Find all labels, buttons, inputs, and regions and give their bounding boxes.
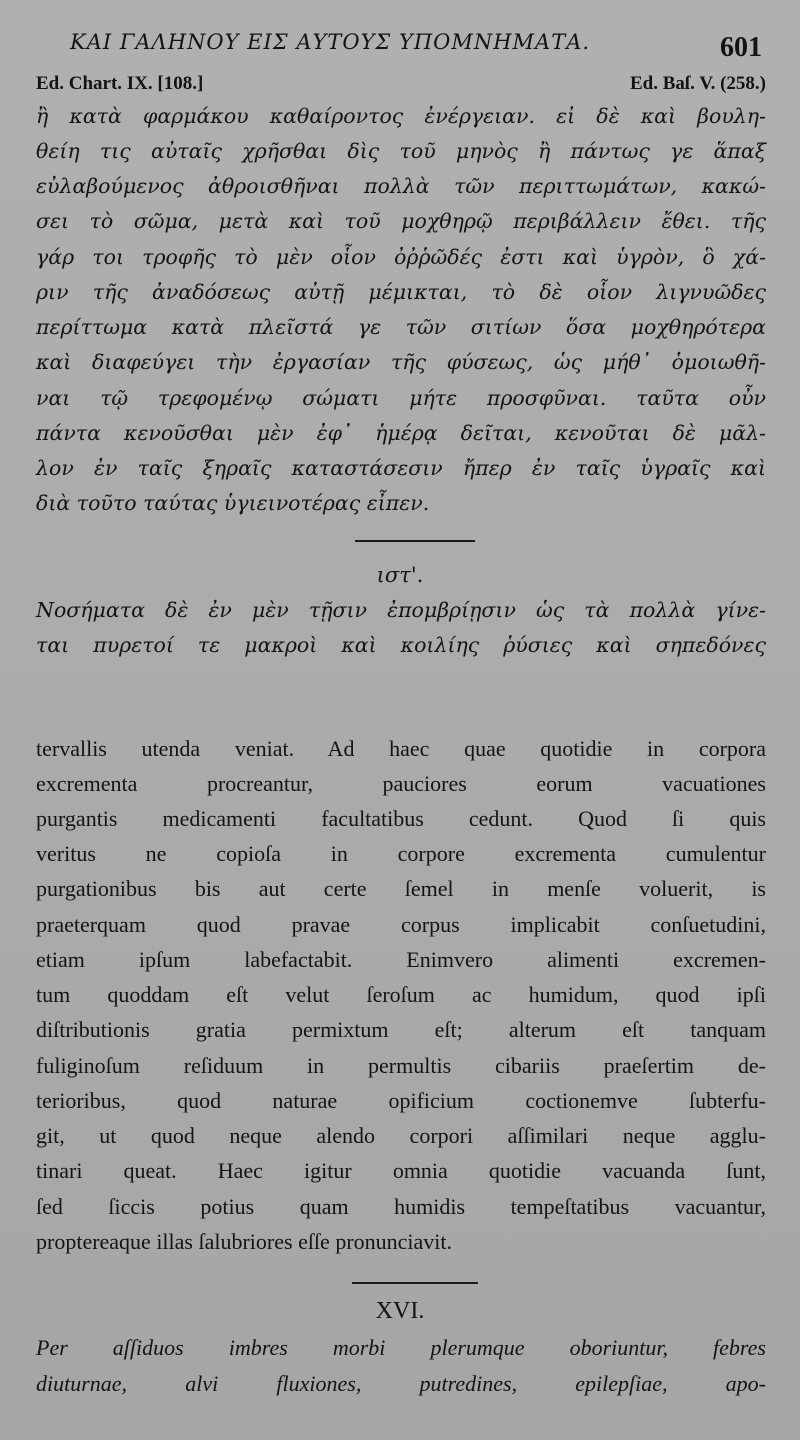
latin-line: tervallis utenda veniat. Ad haec quae quotidie in corpora <box>36 736 766 761</box>
greek-line: περίττωμα κατὰ πλεῖστά γε τῶν σιτίων ὅσα μοχθηρότερα <box>36 315 766 339</box>
greek-line: ναι τῷ τρεφομένῳ σώματι μήτε προσφῦναι. ταῦτα οὖν <box>36 386 766 410</box>
latin-aphorism-line: Per aſſiduos imbres morbi plerumque oboriuntur, febres <box>36 1335 766 1360</box>
greek-line: γάρ τοι τροφῆς τὸ μὲν οἷον ὀῤῥῶδές ἐστι καὶ ὑγρὸν, ὃ χά- <box>36 245 766 269</box>
latin-line: veritus ne copioſa in corpore excrementa cumulentur <box>36 841 766 866</box>
latin-line: fuliginoſum reſiduum in permultis cibariis praeſertim de- <box>36 1053 766 1078</box>
latin-line: proptereaque illas ſalubriores eſſe pronunciavit. <box>36 1229 453 1254</box>
latin-aphorism-line: diuturnae, alvi fluxiones, putredines, epilepſiae, apo- <box>36 1371 766 1396</box>
greek-line: θείη τις αὐταῖς χρῆσθαι δὶς τοῦ μηνὸς ἢ πάντως γε ἅπαξ <box>36 139 766 163</box>
greek-line: καὶ διαφεύγει τὴν ἐργασίαν τῆς φύσεως, ὡς μήθ᾽ ὁμοιωθῆ- <box>36 350 766 374</box>
section-divider <box>355 540 475 542</box>
latin-line: ſed ſiccis potius quam humidis tempeſtatibus vacuantur, <box>36 1194 766 1219</box>
greek-line: ἢ κατὰ φαρμάκου καθαίροντος ἐνέργειαν. εἰ δὲ καὶ βουλη- <box>36 104 766 128</box>
latin-section-number: XVI. <box>375 1298 425 1324</box>
edition-reference-right: Ed. Baſ. V. (258.) <box>629 73 766 94</box>
greek-aphorism-line: Νοσήματα δὲ ἐν μὲν τῇσιν ἐπομβρίῃσιν ὡς τὰ πολλὰ γίνε- <box>36 598 766 622</box>
greek-line: ριν τῆς ἀναδόσεως αὐτῇ μέμικται, τὸ δὲ οἷον λιγνυῶδες <box>36 280 766 304</box>
latin-line: diſtributionis gratia permixtum eſt; alterum eſt tanquam <box>36 1017 766 1042</box>
latin-line: etiam ipſum labefactabit. Enimvero alimenti excremen- <box>36 947 766 972</box>
edition-reference-left: Ed. Chart. IX. [108.] <box>36 73 204 94</box>
latin-line: purgantis medicamenti facultatibus cedunt. Quod ſi quis <box>36 806 766 831</box>
latin-line: excrementa procreantur, pauciores eorum vacuationes <box>36 771 766 796</box>
greek-section-number: ιστ'. <box>376 563 424 587</box>
latin-line: praeterquam quod pravae corpus implicabit conſuetudini, <box>36 912 766 937</box>
page-number: 601 <box>720 32 762 63</box>
greek-aphorism-line: ται πυρετοί τε μακροὶ καὶ κοιλίης ῥύσιες καὶ σηπεδόνες <box>36 633 766 657</box>
section-divider <box>352 1282 478 1284</box>
latin-line: tinari queat. Haec igitur omnia quotidie vacuanda ſunt, <box>36 1158 766 1183</box>
latin-line: purgationibus bis aut certe ſemel in menſe voluerit, is <box>36 876 766 901</box>
greek-line: σει τὸ σῶμα, μετὰ καὶ τοῦ μοχθηρῷ περιβάλλειν ἔθει. τῆς <box>36 209 766 233</box>
greek-line: διὰ τοῦτο ταύτας ὑγιεινοτέρας εἶπεν. <box>36 491 430 515</box>
latin-line: git, ut quod neque alendo corpori aſſimilari neque agglu- <box>36 1123 766 1148</box>
greek-line: εὐλαβούμενος ἀθροισθῆναι πολλὰ τῶν περιττωμάτων, κακώ- <box>36 174 766 198</box>
greek-line: λον ἐν ταῖς ξηραῖς καταστάσεσιν ἤπερ ἐν ταῖς ὑγραῖς καὶ <box>36 456 766 480</box>
latin-line: tum quoddam eſt velut ſeroſum ac humidum, quod ipſi <box>36 982 766 1007</box>
latin-line: terioribus, quod naturae opificium coctionemve ſubterfu- <box>36 1088 766 1113</box>
greek-line: πάντα κενοῦσθαι μὲν ἐφ᾽ ἡμέρᾳ δεῖται, κενοῦται δὲ μᾶλ- <box>36 421 766 445</box>
running-title: ΚΑΙ ΓΑΛΗΝΟΥ ΕΙΣ ΑΥΤΟΥΣ ΥΠΟΜΝΗΜΑΤΑ. <box>70 30 591 54</box>
